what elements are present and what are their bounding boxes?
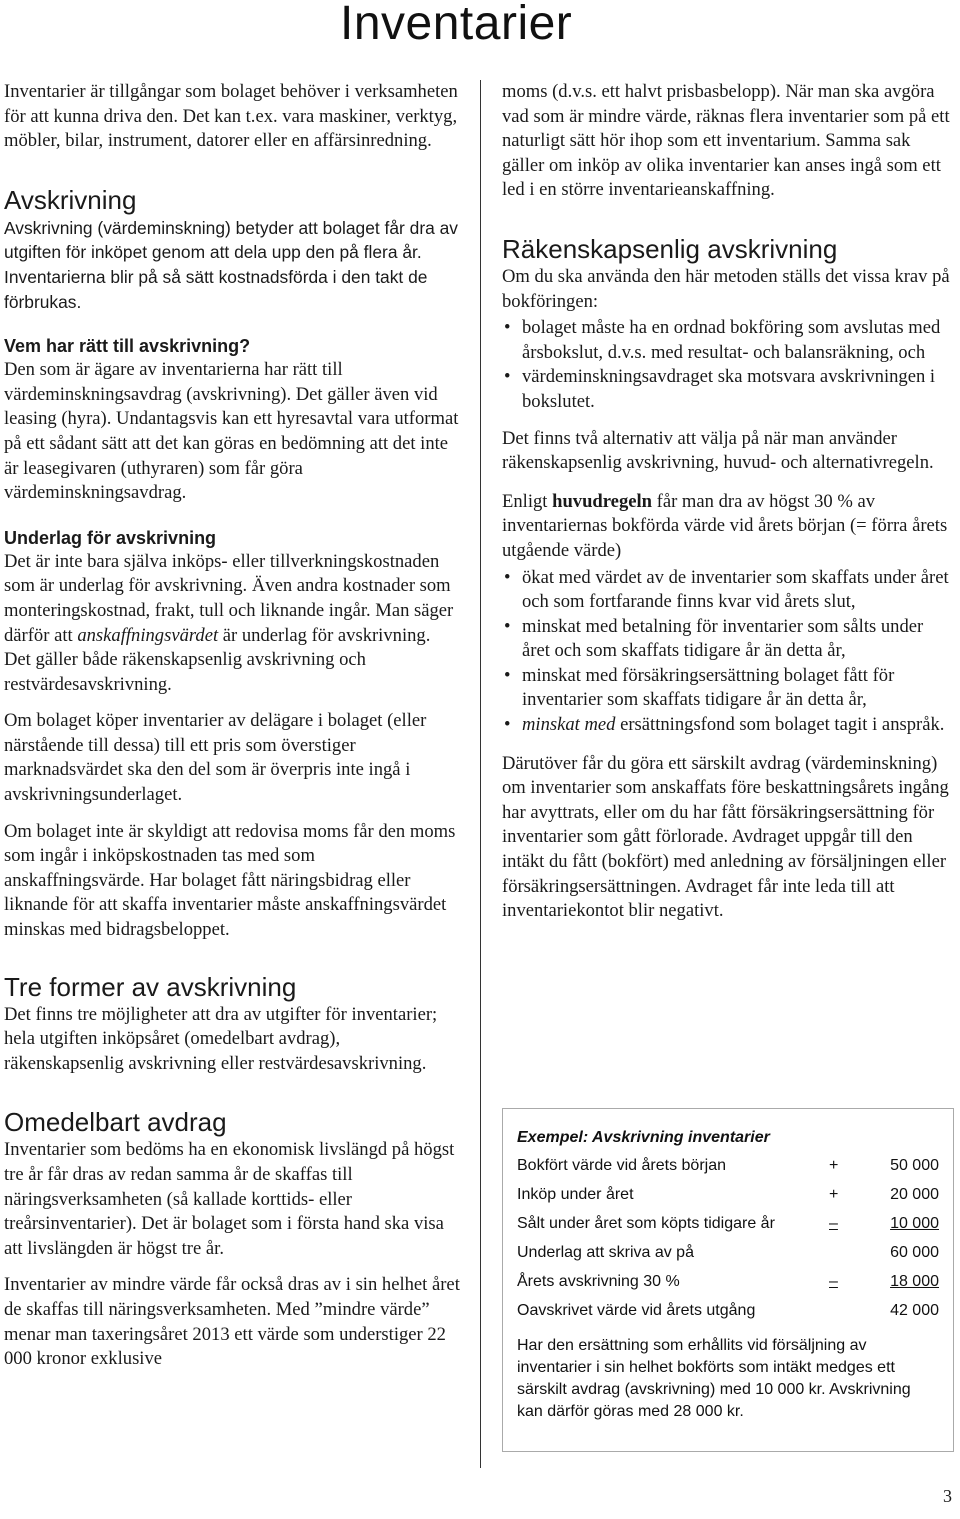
moms-paragraph: Om bolaget inte är skyldigt att redovisa moms får den moms som ingår i inköpskostnaden tas med som anskaffningsvärde. Har bolaget fått näringsbidrag eller liknande för att skaffa inventarier måste anskaffningsvärdet minskas med bidragsbeloppet. [4, 820, 456, 941]
example-row [517, 1296, 939, 1325]
example-row [517, 1267, 939, 1296]
huvudregeln-list [502, 566, 954, 738]
underlag-paragraph: Det är inte bara själva inköps- eller tillverkningskostnaden som är underlag för avskrivning. Även andra kostnader som monteringskostnad, frakt, tull och liknande ingår. Man säger därför att anskaffningsvärdet är underlag för avskrivning. Det gäller både räkenskapsenlig avskrivning och restvärdesavskrivning. [4, 550, 454, 695]
list-item: • bolaget måste ha en ordnad bokföring som avslutas med årsbokslut, d.v.s. med resultat- och balansräkning, och [502, 316, 954, 365]
example-row [517, 1151, 939, 1180]
huvudregeln-paragraph: Enligt huvudregeln får man dra av högst 30 % av inventariernas bokförda värde vid årets början (= förra årets utgående värde) [502, 490, 948, 561]
list-item: • minskat med försäkringsersättning bolaget fått för inventarier som skaffats tidigare år än detta år, [502, 664, 954, 713]
page-title: Inventarier [340, 0, 573, 50]
example-row-sign [829, 1238, 845, 1267]
example-row-amount [829, 1180, 939, 1209]
intro-paragraph: Inventarier är tillgångar som bolaget behöver i verksamheten för att kunna driva den. Det kan t.ex. vara maskiner, verktyg, möbler, bilar, instrument, datorer eller en affärsinredning. [4, 81, 458, 152]
heading-rakenskapsenlig: Räkenskapsenlig avskrivning [502, 233, 838, 264]
heading-tre-former: Tre former av avskrivning [4, 971, 297, 1002]
example-row-label: Bokfört värde vid årets början [517, 1157, 726, 1174]
list-item: • minskat med ersättningsfond som bolaget tagit i anspråk. [502, 713, 954, 738]
heading-vem-har-ratt: Vem har rätt till avskrivning? [4, 336, 251, 357]
example-row-value: 18 000 [890, 1273, 939, 1290]
example-row-label: Årets avskrivning 30 % [517, 1273, 680, 1290]
example-row-label: Inköp under året [517, 1186, 634, 1203]
list-item: • minskat med betalning för inventarier som sålts under året och som skaffats tidigare år än detta år, [502, 615, 954, 664]
example-box [502, 1108, 954, 1452]
example-row-amount [829, 1209, 939, 1238]
example-row-label: Sålt under året som köpts tidigare år [517, 1215, 775, 1232]
example-row [517, 1209, 939, 1238]
continued-paragraph: moms (d.v.s. ett halvt prisbasbelopp). När man ska avgöra vad som är mindre värde, räknas flera inventarier som på ett naturligt sätt hör ihop som ett inventarium. Samma sak gäller om inköp av olika inventarier kan anses ingå som ett led i en större inventarieanskaffning. [502, 81, 950, 201]
example-table [517, 1151, 939, 1325]
example-row-value: 20 000 [890, 1186, 939, 1203]
example-row-label: Oavskrivet värde vid årets utgång [517, 1302, 756, 1319]
vem-paragraph: Den som är ägare av inventarierna har rätt till värdeminskningsavdrag (avskrivning). Det gäller även vid leasing (hyra). Undantagsvis kan ett hyresavtal vara utformat på ett sådant sätt att det kan göras en bedömning att det inte är leasegivaren (uthyraren) som får göra värdeminskningsavdrag. [4, 359, 459, 504]
example-note: Har den ersättning som erhållits vid försäljning av inventarier i sin helhet bokförts som intäkt medges ett särskilt avdrag (avskrivning) med 10 000 kr. Avskrivning kan därför göras med 28 000 kr. [517, 1337, 911, 1420]
right-column [502, 80, 954, 924]
example-row [517, 1238, 939, 1267]
example-row-amount [829, 1296, 939, 1325]
example-row-sign: – [829, 1273, 838, 1290]
example-row-sign: – [829, 1215, 838, 1232]
example-row-value: 42 000 [890, 1302, 939, 1319]
heading-underlag: Underlag för avskrivning [4, 527, 217, 548]
example-row-sign: + [829, 1157, 839, 1174]
column-divider [480, 80, 481, 1468]
requirements-list [502, 316, 954, 414]
delagare-paragraph: Om bolaget köper inventarier av delägare i bolaget (eller närstående till dessa) till ett pris som överstiger marknadsvärdet ska den del som är överpris inte ingå i avskrivningsunderlaget. [4, 710, 427, 806]
example-row-sign [829, 1296, 845, 1325]
page-number: 3 [943, 1486, 952, 1506]
omedelbart-paragraph: Inventarier som bedöms ha en ekonomisk livslängd på högst tre år får dras av redan samma år de skaffas till näringsverksamheten (så kallade korttids- eller treårsinventarier). Det är bolaget som i första hand ska visa att livslängden är högst tre år. [4, 1139, 455, 1259]
avskrivning-paragraph: Avskrivning (värdeminskning) betyder att bolaget får dra av utgiften för inköpet genom att dela upp den på flera år. Inventarierna blir på så sätt kostnadsförda i den takt de förbrukas. [4, 217, 458, 312]
heading-omedelbart-avdrag: Omedelbart avdrag [4, 1107, 227, 1138]
list-item: • ökat med värdet av de inventarier som skaffats under året och som fortfarande finns kvar vid årets slut, [502, 566, 954, 615]
example-row-amount [829, 1238, 939, 1267]
mindre-varde-paragraph: Inventarier av mindre värde får också dras av i sin helhet året de skaffas till näringsverksamheten. Med ”mindre värde” menar man taxeringsåret 2013 ett värde som understiger 22 000 kronor exklusive [4, 1274, 460, 1370]
alternatives-paragraph: Det finns två alternativ att välja på när man använder räkenskapsenlig avskrivning, huvud- och alternativregeln. [502, 427, 934, 474]
example-row-value: 50 000 [890, 1157, 939, 1174]
darutover-paragraph: Därutöver får du göra ett särskilt avdrag (värdeminskning) om inventarier som anskaffats före beskattningsårets ingång har avyttrats, eller om du har fått försäkringsersättning för inventarier som gått förlorade. Avdraget uppgår till den intäkt du fått (bokfört) med anledning av försäljningen eller försäkringsersättningen. Avdraget får inte leda till att inventariekontot blir negativt. [502, 752, 949, 922]
example-row-sign: + [829, 1186, 839, 1203]
example-row-label: Underlag att skriva av på [517, 1244, 694, 1261]
tre-former-paragraph: Det finns tre möjligheter att dra av utgifter för inventarier; hela utgiften inköpsåret (omedelbart avdrag), räkenskapsenlig avskrivning eller restvärdesavskrivning. [4, 1003, 438, 1074]
rakenskapsenlig-paragraph: Om du ska använda den här metoden ställs det vissa krav på bokföringen: [502, 265, 950, 312]
example-row-value: 10 000 [890, 1215, 939, 1232]
list-item: • värdeminskningsavdraget ska motsvara avskrivningen i bokslutet. [502, 365, 954, 414]
left-column [4, 80, 460, 1372]
heading-avskrivning: Avskrivning [4, 184, 137, 215]
example-title: Exempel: Avskrivning inventarier [517, 1129, 770, 1146]
example-row [517, 1180, 939, 1209]
example-row-value: 60 000 [890, 1244, 939, 1261]
example-row-amount [829, 1267, 939, 1296]
example-row-amount [829, 1151, 939, 1180]
